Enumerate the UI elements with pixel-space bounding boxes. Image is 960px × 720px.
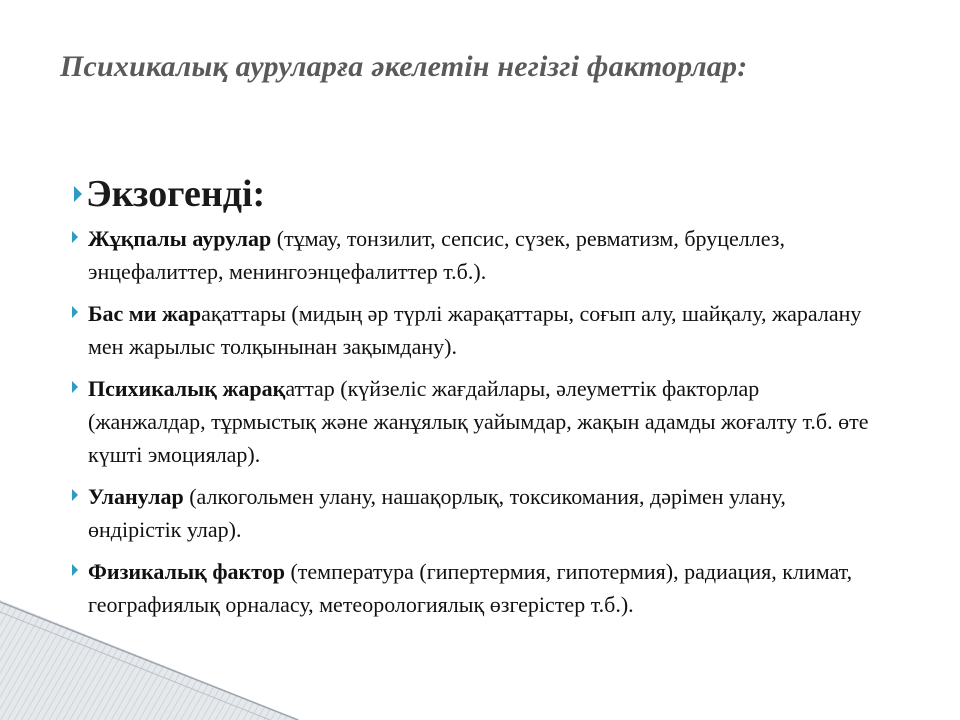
- item-bold-label: Бас ми жар: [88, 301, 202, 326]
- section-heading: [70, 172, 265, 216]
- list-item: [70, 480, 870, 546]
- item-text: (алкогольмен улану, нашақорлық, токсикомания, дәрімен улану, өндірістік улар).: [88, 484, 786, 542]
- bullet-arrow-icon: [72, 381, 78, 393]
- bullet-arrow-icon: [74, 186, 82, 202]
- list-item: [70, 297, 870, 363]
- item-text: аттар (күйзеліс жағдайлары, әлеуметтік факторлар (жанжалдар, тұрмыстық және жанұялық уайымдар, жақын адамды жоғалту т.б. өте күшті эмоциялар).: [88, 376, 869, 467]
- item-text: (температура (гипертермия, гипотермия), радиация, климат, географиялық орналасу, метеорологиялық өзгерістер т.б.).: [88, 559, 853, 617]
- item-text: ақаттары (мидың әр түрлі жарақаттары, соғып алу, шайқалу, жаралану мен жарылыс толқынынан зақымдану).: [88, 301, 862, 359]
- bullet-arrow-icon: [72, 306, 78, 318]
- slide-title: Психикалық ауруларға әкелетін негізгі факторлар:: [60, 50, 748, 83]
- list-item: [70, 372, 870, 471]
- item-bold-label: Уланулар: [88, 484, 184, 509]
- bullet-arrow-icon: [72, 564, 78, 576]
- bullet-arrow-icon: [72, 231, 78, 243]
- section-heading-text: Экзогенді:: [86, 173, 266, 215]
- bullet-arrow-icon: [72, 489, 78, 501]
- item-bold-label: Психикалық жарақ: [88, 376, 286, 401]
- item-text: (тұмау, тонзилит, сепсис, сүзек, ревматизм, бруцеллез, энцефалиттер, менингоэнцефалиттер т.б.).: [88, 226, 785, 284]
- item-bold-label: Физикалық фактор: [88, 559, 285, 584]
- item-bold-label: Жұқпалы аурулар: [88, 226, 272, 251]
- corner-decoration: [0, 600, 300, 720]
- list-item: [70, 222, 870, 288]
- factor-list: [70, 222, 870, 630]
